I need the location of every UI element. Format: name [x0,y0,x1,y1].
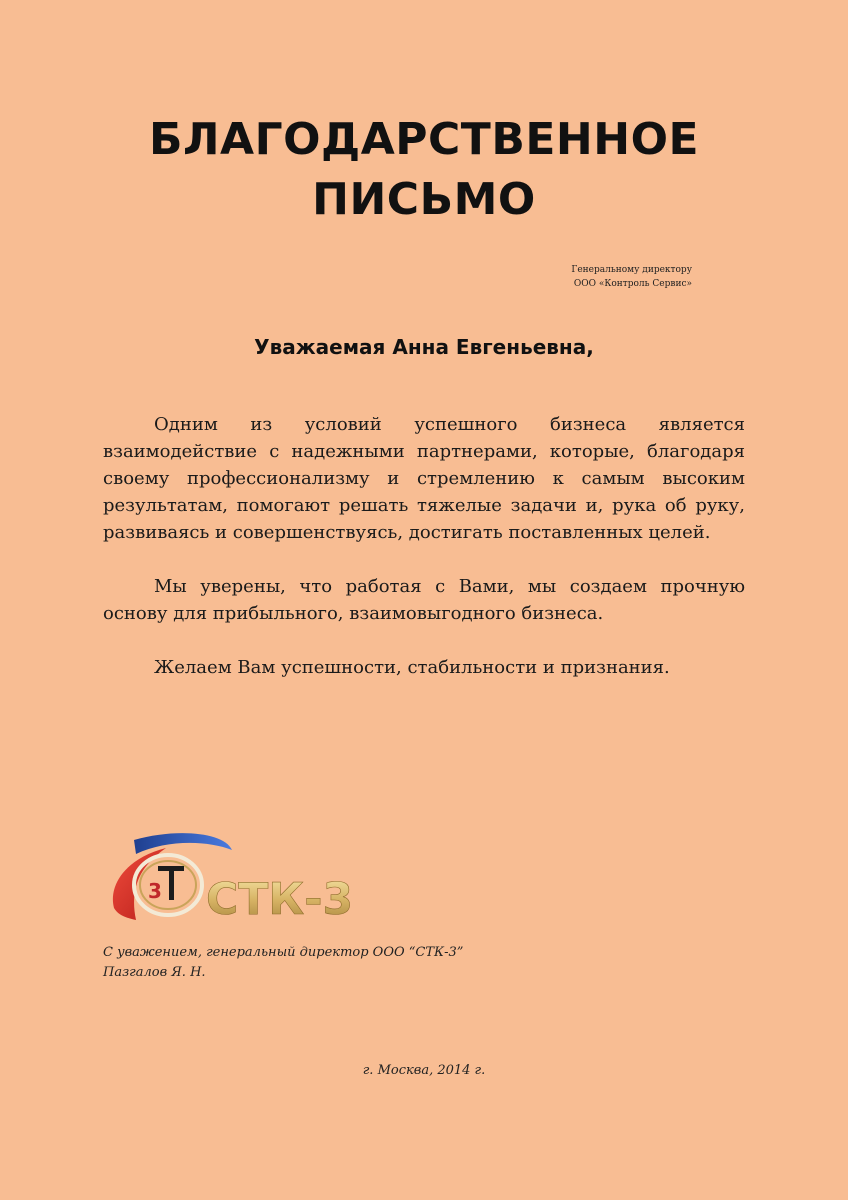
salutation: Уважаемая Анна Евгеньевна, [254,335,594,359]
body-paragraph-1: Одним из условий успешного бизнеса является взаимодействие с надежными партнерами, которые, благодаря своему профессионализму и стремлению к самым высоким результатам, помогают решать тяжелые задачи и, рука об руку, развиваясь и совершенствуясь, достигать поставленных целей. [103,414,745,543]
signature-block [103,943,463,983]
letter-title [0,110,848,230]
company-logo [106,830,356,930]
title-line-2: ПИСЬМО [312,174,536,225]
logo-emblem-letter: 3 [148,879,162,903]
addressee-company: ООО «Контроль Сервис» [573,279,692,289]
logo-text: СТК-3 [206,874,354,925]
addressee-block [571,263,692,291]
addressee-position: Генеральному директору [571,265,692,275]
stk3-logo-icon [106,830,356,930]
place-and-date: г. Москва, 2014 г. [362,1063,486,1078]
signature-position: С уважением, генеральный директор ООО “СТК-3” [103,945,464,960]
body-paragraph-2: Мы уверены, что работая с Вами, мы создаем прочную основу для прибыльного, взаимовыгодного бизнеса. [103,576,745,624]
letter-body [103,411,745,681]
body-paragraph-3: Желаем Вам успешности, стабильности и признания. [154,657,670,678]
signature-name: Пазгалов Я. Н. [103,965,206,980]
title-line-1: БЛАГОДАРСТВЕННОЕ [148,114,700,165]
